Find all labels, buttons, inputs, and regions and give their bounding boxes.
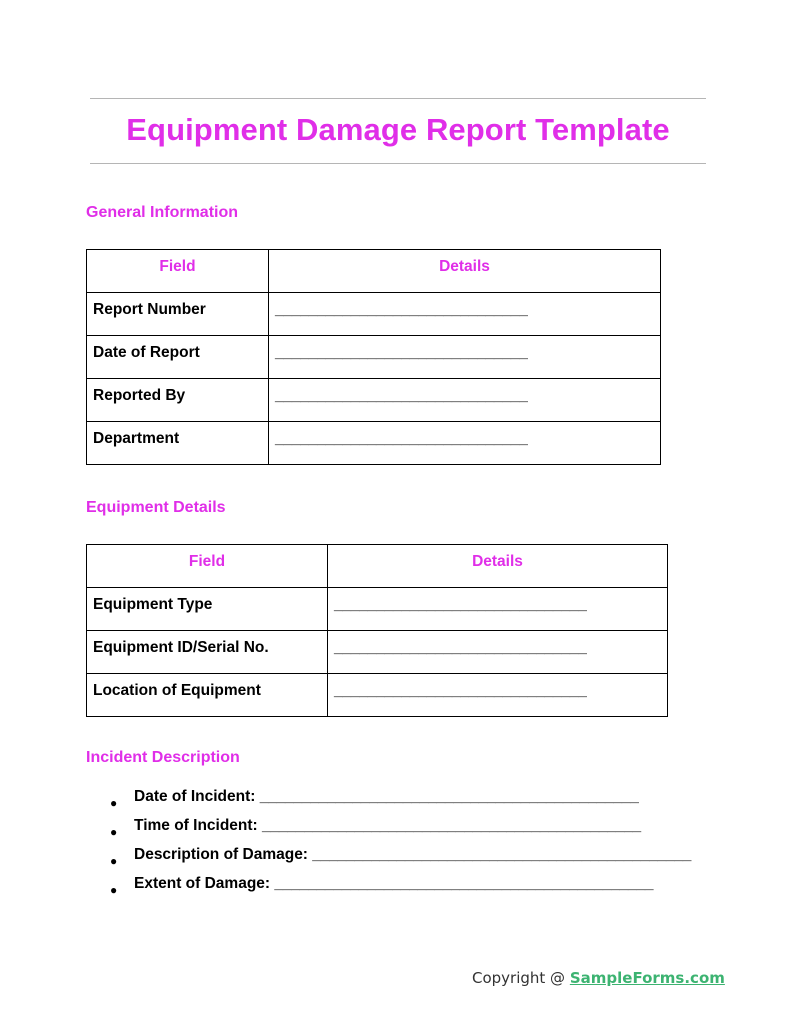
table-header-row [87,545,668,588]
table-header-row [87,250,661,293]
field-label: Equipment Type [87,588,328,631]
top-divider [90,98,706,99]
field-label: Location of Equipment [87,674,328,717]
equipment-details-heading: Equipment Details [86,499,226,516]
incident-blank[interactable]: _____________________________________________ [262,817,641,834]
details-blank[interactable]: ______________________________ [328,588,668,631]
details-blank[interactable]: ______________________________ [269,336,661,379]
page-title: Equipment Damage Report Template [126,112,670,147]
field-label: Department [87,422,269,465]
bullet-icon: ● [110,883,118,897]
incident-label: Description of Damage: [134,846,308,863]
details-blank[interactable]: ______________________________ [269,422,661,465]
field-label: Reported By [87,379,269,422]
list-item [110,846,691,875]
details-blank[interactable]: ______________________________ [269,293,661,336]
table-row [87,422,661,465]
general-info-table [86,249,661,465]
details-header: Details [328,545,668,588]
copyright-prefix: Copyright @ [472,969,570,987]
details-blank[interactable]: ______________________________ [328,631,668,674]
incident-label: Extent of Damage: [134,875,271,892]
field-label: Report Number [87,293,269,336]
title-divider [90,163,706,164]
general-info-heading: General Information [86,204,239,221]
field-label: Equipment ID/Serial No. [87,631,328,674]
field-label: Date of Report [87,336,269,379]
bullet-icon: ● [110,825,118,839]
details-header: Details [269,250,661,293]
table-row [87,336,661,379]
details-blank[interactable]: ______________________________ [269,379,661,422]
table-row [87,674,668,717]
incident-description-heading: Incident Description [86,749,240,766]
incident-list [110,788,691,904]
bullet-icon: ● [110,796,118,810]
incident-blank[interactable]: _____________________________________________ [274,875,654,892]
bullet-icon: ● [110,854,118,868]
table-row [87,293,661,336]
list-item [110,788,691,817]
equipment-details-table [86,544,668,717]
incident-blank[interactable]: _____________________________________________ [312,846,692,863]
incident-label: Time of Incident: [134,817,258,834]
details-blank[interactable]: ______________________________ [328,674,668,717]
table-row [87,631,668,674]
copyright-footer [472,969,725,987]
list-item [110,817,691,846]
field-header: Field [87,250,269,293]
incident-label: Date of Incident: [134,788,256,805]
table-row [87,588,668,631]
field-header: Field [87,545,328,588]
incident-blank[interactable]: _____________________________________________ [259,788,639,805]
brand-link[interactable]: SampleForms.com [569,969,725,987]
table-row [87,379,661,422]
list-item [110,875,691,904]
